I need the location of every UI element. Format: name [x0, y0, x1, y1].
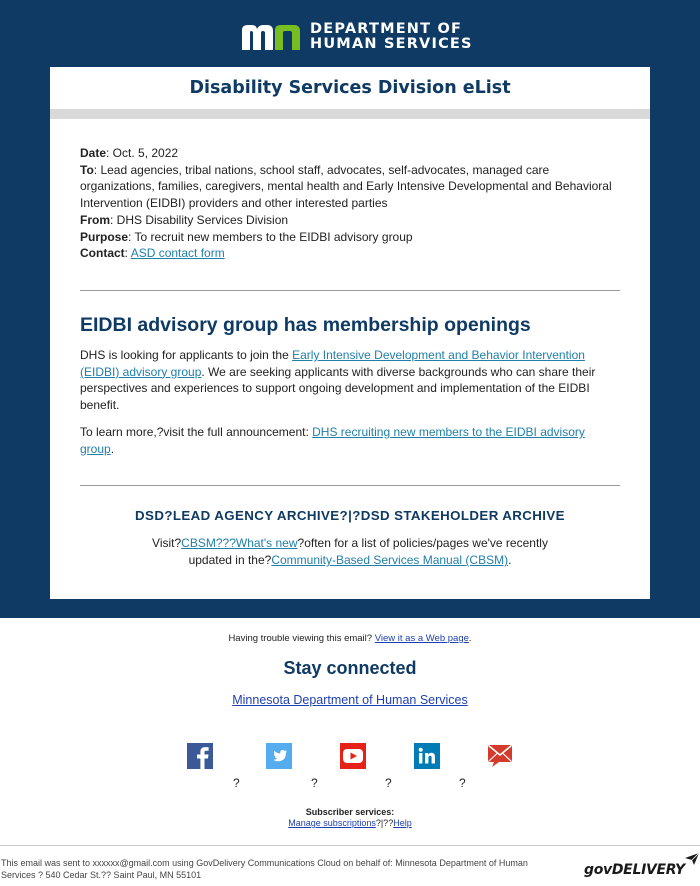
- stay-connected-heading: Stay connected: [283, 658, 417, 678]
- subscriber-services: [0, 807, 700, 829]
- subscriber-title: Subscriber services:: [305, 807, 395, 817]
- purpose-label: Purpose: [80, 229, 129, 244]
- archive-links: [50, 508, 650, 523]
- contact-sep: :: [124, 246, 131, 261]
- article-paragraph-1: [80, 347, 620, 414]
- section-divider: [80, 290, 620, 291]
- archive-separator: |: [348, 508, 353, 523]
- view-web-page-link[interactable]: View it as a Web page: [374, 633, 469, 644]
- youtube-icon[interactable]: [340, 743, 366, 769]
- meta-purpose: [80, 229, 620, 246]
- cbsm-whats-new-link[interactable]: CBSM???What's new: [181, 536, 298, 550]
- subscriber-links: [0, 818, 700, 829]
- logo-text: [310, 22, 473, 52]
- social-separator-4: ?: [459, 776, 466, 790]
- asd-contact-link[interactable]: ASD contact form: [130, 246, 225, 261]
- content-card: [50, 67, 650, 599]
- govdelivery-logo[interactable]: govDELIVERY: [584, 862, 685, 878]
- linkedin-icon[interactable]: [414, 743, 440, 769]
- trouble-text: Having trouble viewing this email?: [228, 633, 375, 644]
- p1-text-before: DHS is looking for applicants to join the: [80, 348, 293, 362]
- p1-text-after: . We are seeking applicants with diverse backgrounds who can share their perspectives and experiences to support ongoing development and implementation of the EIDBI benefit.: [80, 364, 596, 413]
- social-separator-3: ?: [385, 776, 392, 790]
- from-value: : DHS Disability Services Division: [110, 212, 289, 227]
- announcement-link[interactable]: DHS recruiting new members to the EIDBI advisory group: [80, 425, 585, 456]
- trouble-after: .: [468, 633, 472, 644]
- email-icon[interactable]: [487, 742, 513, 768]
- from-label: From: [80, 212, 110, 227]
- mn-logo-icon: [240, 22, 302, 52]
- subscriber-separator: ?|??: [375, 818, 394, 828]
- page-title: Disability Services Division eList: [189, 78, 511, 98]
- dhs-logo[interactable]: [240, 20, 473, 54]
- web-view-notice: [0, 633, 700, 644]
- eidbi-advisory-group-link[interactable]: Early Intensive Development and Behavior Intervention (EIDBI) advisory group: [80, 348, 585, 379]
- stakeholder-archive-link[interactable]: ?DSD STAKEHOLDER ARCHIVE: [352, 508, 565, 523]
- mndhs-link[interactable]: Minnesota Department of Human Services: [232, 693, 468, 707]
- cbsm-manual-link[interactable]: Community-Based Services Manual (CBSM): [271, 553, 509, 567]
- date-label: Date: [80, 146, 107, 160]
- visit-before: Visit?: [152, 536, 182, 550]
- visit-mid: ?often for a list of policies/pages we've recently updated in the?: [188, 536, 548, 567]
- to-label: To: [80, 162, 94, 177]
- p2-text-after: .: [110, 441, 115, 456]
- visit-after: .: [508, 553, 512, 567]
- footer-divider: [0, 845, 700, 846]
- manage-subscriptions-link[interactable]: Manage subscriptions: [288, 818, 376, 828]
- twitter-icon[interactable]: [266, 743, 292, 769]
- contact-label: Contact: [80, 246, 125, 261]
- purpose-value: : To recruit new members to the EIDBI advisory group: [128, 229, 413, 244]
- meta-date: [80, 145, 620, 162]
- meta-contact: [80, 245, 620, 262]
- article-headline: EIDBI advisory group has membership openings: [80, 314, 531, 336]
- meta-to: [80, 162, 620, 212]
- mndhs-link-row: [0, 693, 700, 707]
- logo-line1: DEPARTMENT OF: [310, 21, 463, 37]
- social-separator-1: ?: [233, 776, 240, 790]
- logo-line2: HUMAN SERVICES: [310, 36, 473, 52]
- social-separator-2: ?: [311, 776, 318, 790]
- title-divider-bar: [50, 109, 650, 119]
- date-value: : Oct. 5, 2022: [106, 146, 179, 160]
- p2-text-before: To learn more,?visit the full announcement:: [80, 425, 313, 439]
- bulletin-meta: [80, 145, 620, 262]
- sent-notice: This email was sent to xxxxxx@gmail.com using GovDelivery Communications Cloud on behalf of: Minnesota Department of Human Services ? 540 Cedar St.?? Saint Paul, MN 55101: [1, 858, 528, 880]
- to-value: : Lead agencies, tribal nations, school staff, advocates, self-advocates, managed care organizations, families, caregivers, mental health and Early Intensive Developmental and Behavioral Intervention (EIDBI) providers and other interested parties: [80, 162, 612, 211]
- facebook-icon[interactable]: [187, 743, 213, 769]
- help-link[interactable]: Help: [393, 818, 412, 828]
- article-paragraph-2: [80, 424, 620, 457]
- section-divider-2: [80, 485, 620, 486]
- meta-from: [80, 212, 620, 229]
- lead-agency-archive-link[interactable]: DSD?LEAD AGENCY ARCHIVE?: [135, 508, 349, 523]
- paper-plane-icon: [685, 853, 699, 865]
- cbsm-notice: [140, 535, 560, 569]
